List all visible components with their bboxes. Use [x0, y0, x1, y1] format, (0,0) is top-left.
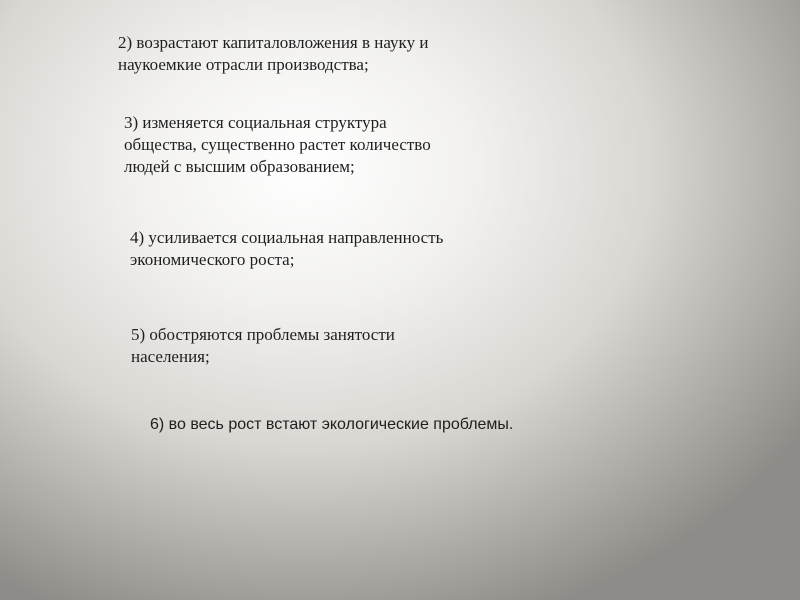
list-item-6 — [150, 415, 513, 435]
list-item-6-line-1: 6) во весь рост встают экологические проблемы. — [150, 416, 514, 433]
list-item-2-line-2: наукоемкие отрасли производства; — [118, 55, 369, 74]
list-item-4-line-2: экономического роста; — [130, 250, 295, 269]
list-item-3 — [124, 112, 431, 178]
list-item-5-line-2: населения; — [131, 347, 210, 366]
list-item-5 — [131, 324, 395, 368]
list-item-4 — [130, 227, 443, 271]
list-item-5-line-1: 5) обостряются проблемы занятости — [131, 325, 395, 344]
list-item-3-line-2: общества, существенно растет количество — [124, 135, 431, 154]
list-item-2-line-1: 2) возрастают капиталовложения в науку и — [118, 33, 429, 52]
list-item-4-line-1: 4) усиливается социальная направленность — [130, 228, 444, 247]
list-item-2 — [118, 32, 428, 76]
list-item-3-line-3: людей с высшим образованием; — [124, 157, 355, 176]
list-item-3-line-1: 3) изменяется социальная структура — [124, 113, 387, 132]
